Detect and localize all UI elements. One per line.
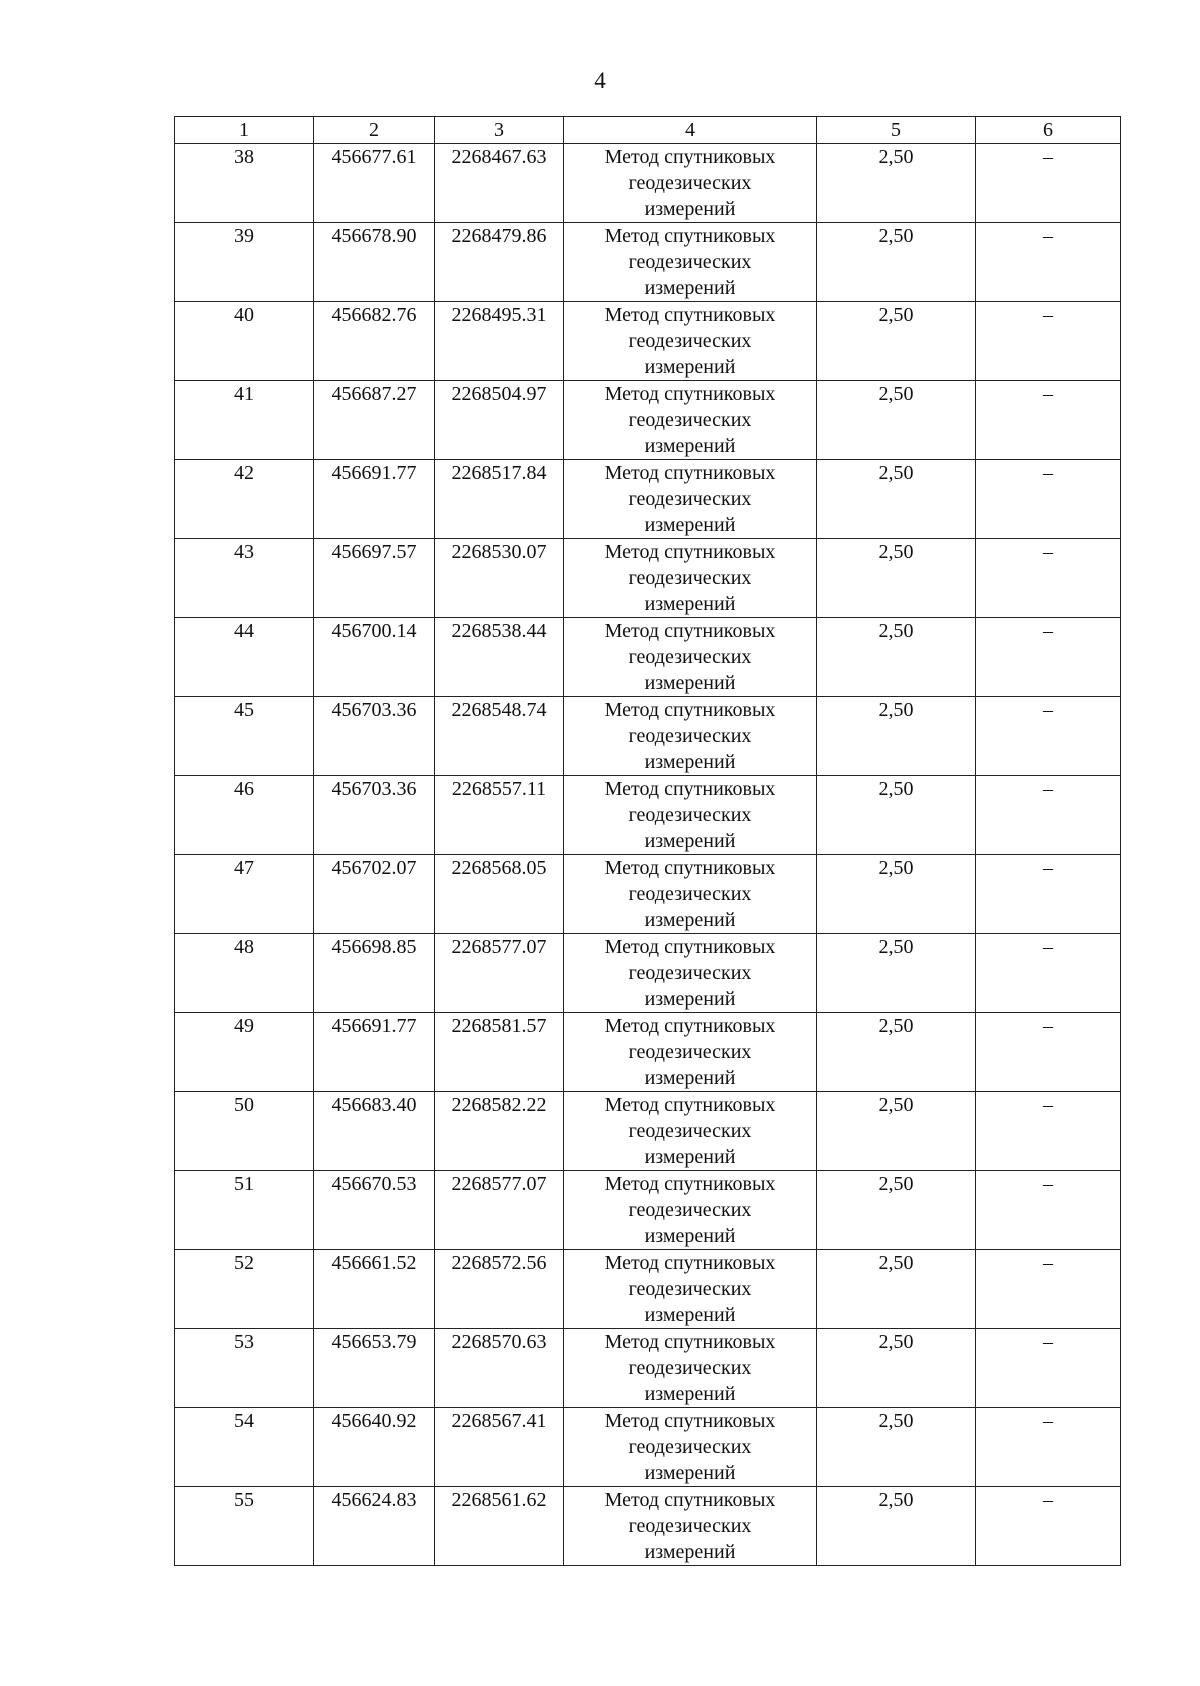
point-number-cell: 51 [175,1171,314,1250]
accuracy-cell: 2,50 [817,1171,976,1250]
table-row [175,381,1121,460]
table-row [175,1487,1121,1566]
accuracy-cell: 2,50 [817,1329,976,1408]
method-text: Метод спутниковых геодезических измерений [604,541,776,615]
accuracy-cell: 2,50 [817,539,976,618]
table-row [175,855,1121,934]
x-coordinate-cell: 456687.27 [314,381,435,460]
accuracy-cell: 2,50 [817,1092,976,1171]
table-row [175,618,1121,697]
point-number-cell: 38 [175,144,314,223]
accuracy-cell: 2,50 [817,460,976,539]
method-cell [564,381,817,460]
method-cell [564,1487,817,1566]
y-coordinate-cell: 2268572.56 [435,1250,564,1329]
table-row [175,1329,1121,1408]
method-cell [564,223,817,302]
y-coordinate-cell: 2268538.44 [435,618,564,697]
x-coordinate-cell: 456653.79 [314,1329,435,1408]
method-text: Метод спутниковых геодезических измерений [604,462,776,536]
method-cell [564,1250,817,1329]
method-cell [564,855,817,934]
method-cell [564,618,817,697]
method-text: Метод спутниковых геодезических измерений [604,146,776,220]
point-number-cell: 42 [175,460,314,539]
table-row [175,1092,1121,1171]
method-cell [564,934,817,1013]
y-coordinate-cell: 2268479.86 [435,223,564,302]
method-cell [564,1408,817,1487]
method-text: Метод спутниковых геодезических измерений [604,1410,776,1484]
accuracy-cell: 2,50 [817,381,976,460]
point-number-cell: 48 [175,934,314,1013]
method-text: Метод спутниковых геодезических измерений [604,1331,776,1405]
accuracy-cell: 2,50 [817,697,976,776]
method-text: Метод спутниковых геодезических измерений [604,936,776,1010]
x-coordinate-cell: 456700.14 [314,618,435,697]
method-text: Метод спутниковых геодезических измерений [604,1489,776,1563]
y-coordinate-cell: 2268495.31 [435,302,564,381]
y-coordinate-cell: 2268567.41 [435,1408,564,1487]
description-cell: – [976,855,1121,934]
y-coordinate-cell: 2268577.07 [435,934,564,1013]
method-text: Метод спутниковых геодезических измерений [604,383,776,457]
x-coordinate-cell: 456682.76 [314,302,435,381]
method-text: Метод спутниковых геодезических измерений [604,304,776,378]
method-text: Метод спутниковых геодезических измерений [604,1252,776,1326]
column-header-1: 1 [175,117,314,144]
method-cell [564,1092,817,1171]
description-cell: – [976,302,1121,381]
description-cell: – [976,223,1121,302]
x-coordinate-cell: 456698.85 [314,934,435,1013]
y-coordinate-cell: 2268504.97 [435,381,564,460]
y-coordinate-cell: 2268561.62 [435,1487,564,1566]
method-text: Метод спутниковых геодезических измерений [604,1015,776,1089]
x-coordinate-cell: 456678.90 [314,223,435,302]
method-cell [564,697,817,776]
description-cell: – [976,776,1121,855]
method-text: Метод спутниковых геодезических измерений [604,778,776,852]
accuracy-cell: 2,50 [817,1408,976,1487]
description-cell: – [976,1092,1121,1171]
y-coordinate-cell: 2268517.84 [435,460,564,539]
table-row [175,1013,1121,1092]
method-cell [564,776,817,855]
accuracy-cell: 2,50 [817,223,976,302]
table-row [175,1250,1121,1329]
description-cell: – [976,1487,1121,1566]
description-cell: – [976,144,1121,223]
y-coordinate-cell: 2268568.05 [435,855,564,934]
y-coordinate-cell: 2268582.22 [435,1092,564,1171]
method-cell [564,460,817,539]
x-coordinate-cell: 456691.77 [314,1013,435,1092]
point-number-cell: 47 [175,855,314,934]
x-coordinate-cell: 456624.83 [314,1487,435,1566]
description-cell: – [976,1329,1121,1408]
point-number-cell: 44 [175,618,314,697]
table-row [175,1171,1121,1250]
table-row [175,144,1121,223]
y-coordinate-cell: 2268570.63 [435,1329,564,1408]
column-header-6: 6 [976,117,1121,144]
page-number: 4 [594,68,606,93]
x-coordinate-cell: 456703.36 [314,776,435,855]
accuracy-cell: 2,50 [817,934,976,1013]
column-header-4: 4 [564,117,817,144]
point-number-cell: 46 [175,776,314,855]
point-number-cell: 43 [175,539,314,618]
method-text: Метод спутниковых геодезических измерений [604,857,776,931]
y-coordinate-cell: 2268530.07 [435,539,564,618]
method-cell [564,1329,817,1408]
coordinates-table [174,116,1121,1566]
column-header-5: 5 [817,117,976,144]
x-coordinate-cell: 456703.36 [314,697,435,776]
method-text: Метод спутниковых геодезических измерений [604,620,776,694]
column-header-2: 2 [314,117,435,144]
point-number-cell: 52 [175,1250,314,1329]
accuracy-cell: 2,50 [817,855,976,934]
table-row [175,539,1121,618]
table-header-row [175,117,1121,144]
method-text: Метод спутниковых геодезических измерений [604,225,776,299]
description-cell: – [976,618,1121,697]
x-coordinate-cell: 456661.52 [314,1250,435,1329]
point-number-cell: 54 [175,1408,314,1487]
y-coordinate-cell: 2268581.57 [435,1013,564,1092]
description-cell: – [976,381,1121,460]
method-cell [564,144,817,223]
accuracy-cell: 2,50 [817,1013,976,1092]
table-row [175,223,1121,302]
table-row [175,697,1121,776]
description-cell: – [976,1013,1121,1092]
description-cell: – [976,1171,1121,1250]
method-text: Метод спутниковых геодезических измерений [604,1173,776,1247]
method-cell [564,539,817,618]
x-coordinate-cell: 456691.77 [314,460,435,539]
point-number-cell: 50 [175,1092,314,1171]
x-coordinate-cell: 456640.92 [314,1408,435,1487]
column-header-3: 3 [435,117,564,144]
accuracy-cell: 2,50 [817,776,976,855]
y-coordinate-cell: 2268577.07 [435,1171,564,1250]
table-row [175,934,1121,1013]
description-cell: – [976,1250,1121,1329]
accuracy-cell: 2,50 [817,1487,976,1566]
x-coordinate-cell: 456683.40 [314,1092,435,1171]
method-text: Метод спутниковых геодезических измерений [604,699,776,773]
table-row [175,1408,1121,1487]
point-number-cell: 49 [175,1013,314,1092]
description-cell: – [976,539,1121,618]
accuracy-cell: 2,50 [817,618,976,697]
table-row [175,776,1121,855]
y-coordinate-cell: 2268548.74 [435,697,564,776]
description-cell: – [976,934,1121,1013]
x-coordinate-cell: 456697.57 [314,539,435,618]
x-coordinate-cell: 456677.61 [314,144,435,223]
x-coordinate-cell: 456702.07 [314,855,435,934]
y-coordinate-cell: 2268467.63 [435,144,564,223]
method-cell [564,1171,817,1250]
point-number-cell: 55 [175,1487,314,1566]
table-row [175,302,1121,381]
method-cell [564,1013,817,1092]
method-text: Метод спутниковых геодезических измерений [604,1094,776,1168]
accuracy-cell: 2,50 [817,1250,976,1329]
point-number-cell: 40 [175,302,314,381]
point-number-cell: 45 [175,697,314,776]
description-cell: – [976,1408,1121,1487]
description-cell: – [976,460,1121,539]
point-number-cell: 53 [175,1329,314,1408]
y-coordinate-cell: 2268557.11 [435,776,564,855]
point-number-cell: 41 [175,381,314,460]
accuracy-cell: 2,50 [817,302,976,381]
point-number-cell: 39 [175,223,314,302]
description-cell: – [976,697,1121,776]
table-body [175,144,1121,1566]
x-coordinate-cell: 456670.53 [314,1171,435,1250]
method-cell [564,302,817,381]
table-row [175,460,1121,539]
accuracy-cell: 2,50 [817,144,976,223]
